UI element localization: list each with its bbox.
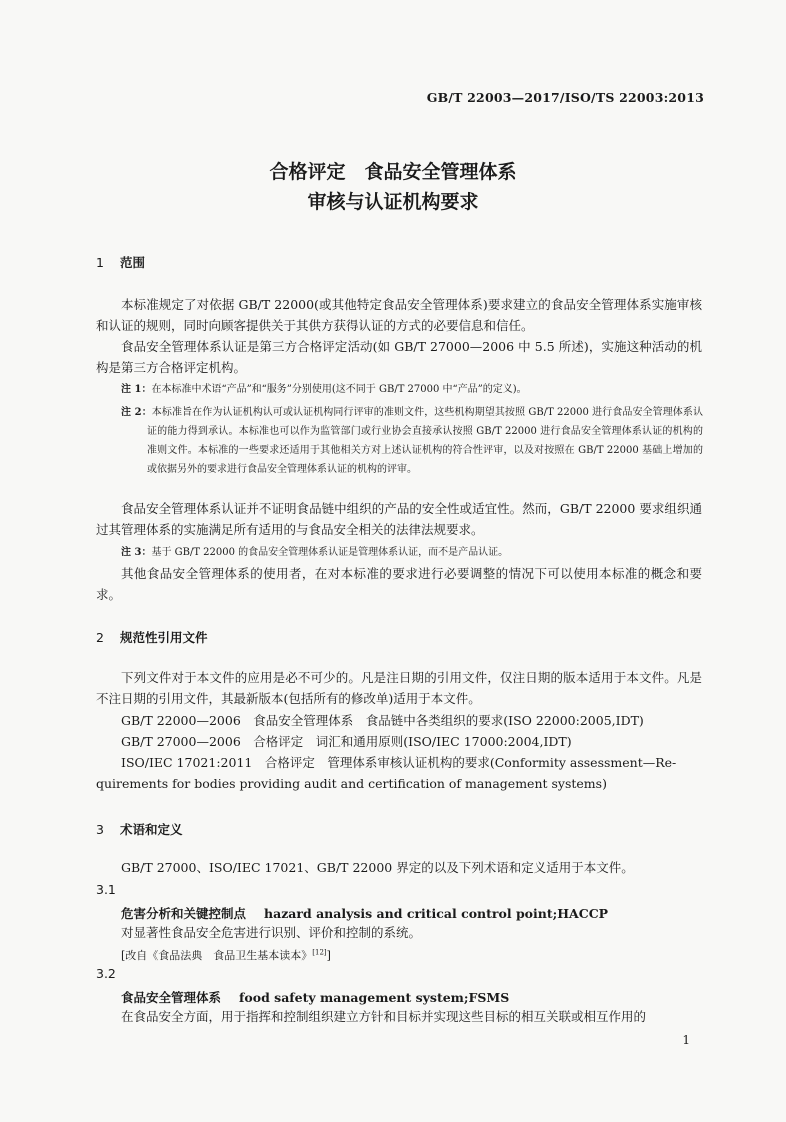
section-1-paragraph-1: 本标准规定了对依据 GB/T 22000(或其他特定食品安全管理体系)要求建立的食品安全管理体系实施审核和认证的规则，同时向顾客提供关于其供方获得认证的方式的必要信息和信任。 (96, 297, 702, 333)
page-number: 1 (682, 1033, 690, 1047)
term-english: hazard analysis and critical control point;HACCP (264, 906, 609, 921)
section-1-paragraph-4: 其他食品安全管理体系的使用者，在对本标准的要求进行必要调整的情况下可以使用本标准的概念和要求。 (96, 566, 702, 602)
note-1 (121, 380, 703, 399)
section-3-heading (96, 820, 183, 838)
section-2-heading (96, 628, 208, 646)
normative-reference: GB/T 22000—2006 食品安全管理体系 食品链中各类组织的要求(ISO 22000:2005,IDT) (121, 713, 644, 728)
section-1-heading (96, 253, 145, 271)
note-2 (121, 403, 703, 479)
note-text: 本标准旨在作为认证机构认可或认证机构同行评审的准则文件，这些机构期望其按照 GB/T 22000 进行食品安全管理体系认证的能力得到承认。本标准也可以作为监管部门或行业协会直接承认按照 GB/T 22000 进行食品安全管理体系认证的机构的准则文件。本标准的一些要求还适用于其他相关方对上述认证机构的符合性评审，以及对按照在 GB/T 22000 基础上增加的或依据另外的要求进行食品安全管理体系认证的机构的评审。 (147, 407, 703, 475)
term-source (121, 947, 331, 963)
note-text: 在本标准中术语“产品”和“服务”分别使用(这不同于 GB/T 27000 中“产品”的定义)。 (151, 384, 527, 395)
note-3 (121, 543, 703, 562)
term-heading (121, 904, 608, 922)
section-3-paragraph-1: GB/T 27000、ISO/IEC 17021、GB/T 22000 界定的以及下列术语和定义适用于本文件。 (121, 860, 634, 875)
section-1-paragraph-3: 食品安全管理体系认证并不证明食品链中组织的产品的安全性或适宜性。然而，GB/T 22000 要求组织通过其管理体系的实施满足所有适用的与食品安全相关的法律法规要求。 (96, 501, 702, 537)
note-label: 注 3： (121, 547, 152, 558)
title-line-2: 审核与认证机构要求 (307, 191, 479, 213)
term-number: 3.1 (96, 882, 116, 897)
section-number: 3 (96, 822, 104, 837)
section-number: 1 (96, 255, 104, 270)
term-heading (121, 988, 509, 1006)
title-line-1: 合格评定 食品安全管理体系 (269, 161, 517, 183)
source-close: ] (326, 949, 331, 962)
term-definition: 在食品安全方面，用于指挥和控制组织建立方针和目标并实现这些目标的相互关联或相互作用的 (121, 1009, 647, 1024)
normative-reference: GB/T 27000—2006 合格评定 词汇和通用原则(ISO/IEC 17000:2004,IDT) (121, 734, 572, 749)
section-2-paragraph-1: 下列文件对于本文件的应用是必不可少的。凡是注日期的引用文件，仅注日期的版本适用于本文件。凡是不注日期的引用文件，其最新版本(包括所有的修改单)适用于本文件。 (96, 670, 702, 706)
document-title (0, 157, 786, 217)
section-title: 术语和定义 (120, 822, 183, 837)
section-number: 2 (96, 630, 104, 645)
note-label: 注 2： (121, 407, 152, 418)
source-citation: [12] (312, 948, 327, 957)
normative-reference-continuation: quirements for bodies providing audit and certification of management systems) (96, 776, 607, 791)
normative-reference: ISO/IEC 17021:2011 合格评定 管理体系审核认证机构的要求(Conformity assessment—Re- (121, 755, 677, 770)
standard-code: GB/T 22003—2017/ISO/TS 22003:2013 (426, 90, 704, 105)
source-text: [改自《食品法典 食品卫生基本读本》 (121, 949, 313, 962)
section-title: 范围 (120, 255, 146, 270)
term-chinese: 食品安全管理体系 (121, 990, 222, 1005)
term-chinese: 危害分析和关键控制点 (121, 906, 247, 921)
term-english: food safety management system;FSMS (239, 990, 510, 1005)
term-number: 3.2 (96, 966, 116, 981)
section-title: 规范性引用文件 (120, 630, 208, 645)
term-definition: 对显著性食品安全危害进行识别、评价和控制的系统。 (121, 925, 422, 940)
note-label: 注 1： (121, 384, 152, 395)
section-1-paragraph-2: 食品安全管理体系认证是第三方合格评定活动(如 GB/T 27000—2006 中 5.5 所述)，实施这种活动的机构是第三方合格评定机构。 (96, 339, 702, 375)
note-text: 基于 GB/T 22000 的食品安全管理体系认证是管理体系认证，而不是产品认证。 (151, 547, 509, 558)
